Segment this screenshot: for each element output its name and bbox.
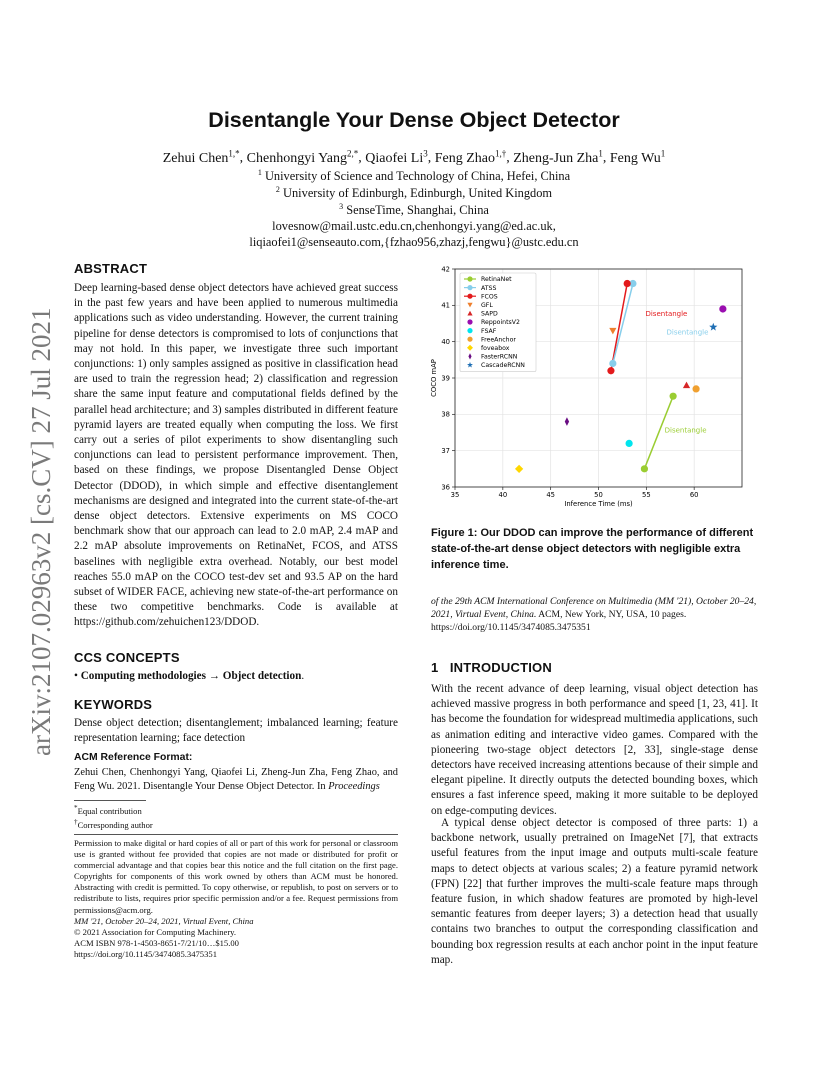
y-tick-label: 40 bbox=[441, 338, 450, 347]
legend-marker-freeanchor bbox=[467, 337, 472, 342]
x-tick-label: 55 bbox=[642, 491, 651, 499]
data-point-fcos bbox=[607, 367, 614, 374]
data-point-retinanet bbox=[670, 393, 677, 400]
permission-venue: MM '21, October 20–24, 2021, Virtual Event, China bbox=[74, 915, 254, 926]
data-point-retinanet bbox=[641, 465, 648, 472]
disentangle-label: Disentangle bbox=[645, 310, 688, 319]
data-point-cascadercnn bbox=[709, 323, 717, 331]
permission-isbn: ACM ISBN 978-1-4503-8651-7/21/10…$15.00 bbox=[74, 937, 239, 948]
legend-marker-fsaf bbox=[467, 328, 472, 333]
legend-entry-fsaf: FSAF bbox=[481, 327, 497, 335]
x-tick-label: 60 bbox=[689, 491, 699, 499]
footnote-divider bbox=[74, 800, 146, 801]
y-tick-label: 37 bbox=[441, 447, 450, 456]
legend-entry-foveabox: foveabox bbox=[481, 345, 510, 352]
introduction-paragraph-2: A typical dense object detector is composed of three parts: 1) a backbone network, usually pretrained on ImageNet [7], that extracts useful features from the input image and outputs multi-scale feature maps to detect objects at various scales; 2) a feature pyramid network (FPN) [22] that further improves the multi-scale feature maps through feature fusion, in which shadow features are promoted by high-level semantic features from deeper layers; 3) a detection head that usually contains two branches to output the corresponding classification and bounding box regression results at each anchor point in the input feature map. bbox=[431, 817, 758, 966]
affiliation-3: $^3$ SenseTime, Shanghai, China bbox=[339, 202, 489, 218]
acm-reference-text: Zehui Chen, Chenhongyi Yang, Qiaofei Li, Zheng-Jun Zha, Feng Zhao, and Feng Wu. 2021. Disentangle Your Dense Object Detector. In Proceedings bbox=[74, 767, 398, 792]
legend-entry-atss: ATSS bbox=[481, 284, 497, 292]
arxiv-id: arXiv:2107.02963v2 [cs.CV] 27 Jul 2021 bbox=[26, 307, 56, 756]
x-tick-label: 35 bbox=[450, 491, 460, 499]
footnote-corresponding: †Corresponding author bbox=[74, 817, 153, 830]
y-tick-label: 39 bbox=[441, 374, 450, 383]
x-tick-label: 50 bbox=[594, 491, 603, 499]
legend-entry-gfl: GFL bbox=[481, 302, 493, 309]
arxiv-stamp bbox=[14, 292, 58, 762]
disentangle-arrow bbox=[613, 284, 633, 364]
x-axis-label: Inference Time (ms) bbox=[564, 500, 633, 508]
footnotes bbox=[74, 803, 398, 831]
legend-marker-retinanet bbox=[467, 276, 472, 281]
data-point-atss bbox=[609, 360, 616, 367]
author-6: Feng Wu$^1$ bbox=[609, 148, 666, 166]
figure-1-caption: Figure 1: Our DDOD can improve the performance of different state-of-the-art dense object detectors with negligible extra inference time. bbox=[431, 527, 754, 571]
y-tick-label: 36 bbox=[441, 483, 450, 492]
ccs-heading: CCS CONCEPTS bbox=[74, 650, 180, 665]
abstract-heading: ABSTRACT bbox=[74, 261, 148, 276]
introduction-paragraph-1: With the recent advance of deep learning, visual object detection has achieved massive progress in both performance and speed [1, 23, 41]. It has become the foundation for widespread multimedia applications, such as animation editing and interactive video games. Compared with the pioneering two-stage object detectors [2, 33], single-stage dense detectors have received increasing attentions because of their simple and elegant pipeline. It directly outputs the detected bounding boxes, which ensures a fast inference speed, making it more suitable to be deployed on edge-computing devices. bbox=[431, 683, 758, 817]
introduction-heading: 1 INTRODUCTION bbox=[431, 660, 552, 675]
permission-text: Permission to make digital or hard copies of all or part of this work for personal or classroom use is granted without fee provided that copies are not made or distributed for profit or commercial advantage and that copies bear this notice and the full citation on the first page. Copyrights for components of this work owned by others than ACM must be honored. Abstracting with credit is permitted. To copy otherwise, or republish, to post on servers or to redistribute to lists, requires prior specific permission and/or a fee. Request permissions from permissions@acm.org. bbox=[74, 838, 398, 915]
data-point-reppointsv2 bbox=[719, 305, 726, 312]
legend-entry-retinanet: RetinaNet bbox=[481, 276, 512, 284]
author-5: Zheng-Jun Zha$^1$ bbox=[513, 148, 603, 166]
legend-entry-sapd: SAPD bbox=[481, 310, 498, 318]
y-tick-label: 41 bbox=[441, 301, 450, 310]
disentangle-label: Disentangle bbox=[664, 426, 707, 435]
author-list: Zehui Chen$^{1,*}$, Chenhongyi Yang$^{2,*}$, Qiaofei Li$^3$, Feng Zhao$^{1,\dagger}$, Zheng-Jun Zha$^1$, Feng Wu$^1$ bbox=[162, 148, 666, 166]
legend-entry-freeanchor: FreeAnchor bbox=[481, 336, 516, 344]
legend-entry-cascadercnn: CascadeRCNN bbox=[481, 362, 525, 370]
y-tick-label: 38 bbox=[441, 410, 450, 419]
ccs-concepts: • Computing methodologies → Object detection. bbox=[74, 670, 305, 682]
permission-divider bbox=[74, 834, 398, 835]
x-tick-label: 45 bbox=[546, 491, 555, 499]
email-line-2: liqiaofei1@senseauto.com,{fzhao956,zhazj,fengwu}@ustc.edu.cn bbox=[249, 235, 579, 249]
legend-marker-reppointsv2 bbox=[467, 319, 472, 324]
data-point-fsaf bbox=[626, 440, 633, 447]
paper-title: Disentangle Your Dense Object Detector bbox=[208, 108, 620, 132]
author-4: Feng Zhao$^{1,\dagger}$ bbox=[434, 148, 507, 166]
acm-reference-heading: ACM Reference Format: bbox=[74, 752, 193, 763]
data-point-fasterrcnn bbox=[565, 417, 569, 426]
data-point-freeanchor bbox=[692, 385, 699, 392]
keywords-heading: KEYWORDS bbox=[74, 697, 153, 712]
disentangle-arrow bbox=[611, 284, 627, 371]
permission-block bbox=[74, 838, 398, 960]
footnote-equal: *Equal contribution bbox=[74, 804, 142, 816]
conference-note: of the 29th ACM International Conference on Multimedia (MM '21), October 20–24, 2021, Virtual Event, China. ACM, New York, NY, USA, 10 pages. https://doi.org/10.1145/3474085.3475351 bbox=[431, 596, 757, 633]
data-point-fcos bbox=[624, 280, 631, 287]
email-line-1: lovesnow@mail.ustc.edu.cn,chenhongyi.yang@ed.ac.uk, bbox=[272, 219, 556, 233]
abstract-text: Deep learning-based dense object detectors have achieved great success in the past few years and have been applied to numerous multimedia applications such as video understanding. However, the current training pipeline for dense detectors is compromised to lots of conjunctions that may not hold. In this paper, we investigate three such important conjunctions: 1) only samples assigned as positive in classification head are used to train the regression head; 2) classification and regression share the same input feature and computational fields defined by the parallel head architecture; and 3) samples distributed in different feature pyramid layers are treated equally when computing the loss. We first carry out a series of pilot experiments to show disentangling such conjunctions can lead to persistent performance improvement. Then, based on these findings, we propose Disentangled Dense Object Detector (DDOD), in which simple and effective disentanglement mechanisms are designed and integrated into the current state-of-the-art dense object detectors. Extensive experiments on MS COCO benchmark show that our approach can lead to 2.0 mAP, 2.4 mAP and 2.2 mAP absolute improvements on RetinaNet, FCOS, and ATSS baselines with negligible extra overhead. Notably, our best model reaches 55.0 mAP on the COCO test-dev set and 93.5 AP on the hard subset of WIDER FACE, achieving new state-of-the-art performance on these two competitive benchmarks. Code is available at https://github.com/zehuichen123/DDOD. bbox=[74, 282, 398, 629]
legend-entry-reppointsv2: ReppointsV2 bbox=[481, 319, 520, 327]
legend-entry-fasterrcnn: FasterRCNN bbox=[481, 353, 518, 361]
disentangle-label: Disentangle bbox=[666, 328, 709, 337]
affiliation-2: $^2$ University of Edinburgh, Edinburgh, United Kingdom bbox=[275, 185, 553, 201]
legend-marker-fcos bbox=[467, 294, 472, 299]
data-point-sapd bbox=[683, 382, 690, 388]
author-2: Chenhongyi Yang$^{2,*}$ bbox=[246, 148, 359, 166]
author-3: Qiaofei Li$^3$ bbox=[365, 148, 428, 166]
permission-doi: https://doi.org/10.1145/3474085.3475351 bbox=[74, 948, 217, 959]
affiliation-1: $^1$ University of Science and Technology of China, Hefei, China bbox=[257, 168, 571, 184]
figure-1-chart bbox=[428, 262, 758, 514]
x-tick-label: 40 bbox=[498, 491, 508, 499]
keywords-text: Dense object detection; disentanglement; imbalanced learning; feature representation learning; face detection bbox=[74, 717, 398, 745]
legend-entry-fcos: FCOS bbox=[481, 293, 498, 301]
legend-marker-atss bbox=[467, 285, 472, 290]
permission-copyright: © 2021 Association for Computing Machinery. bbox=[74, 926, 237, 937]
author-1: Zehui Chen$^{1,*}$ bbox=[162, 148, 240, 166]
data-point-gfl bbox=[609, 328, 616, 334]
y-tick-label: 42 bbox=[441, 265, 450, 274]
data-point-foveabox bbox=[515, 465, 523, 473]
y-axis-label: COCO mAP bbox=[430, 359, 438, 397]
